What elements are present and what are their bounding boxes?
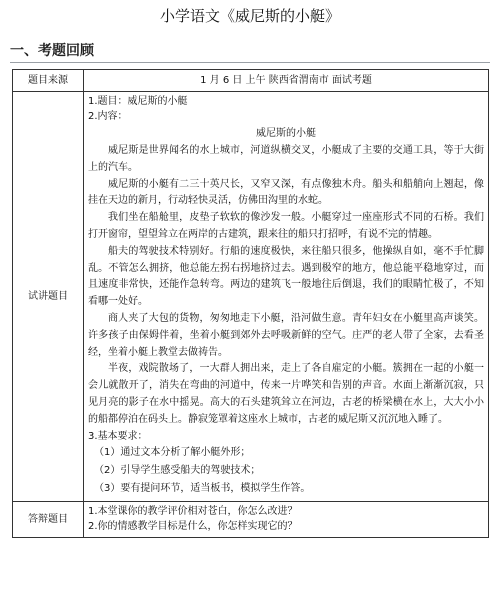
defense-question: 2.你的情感教学目标是什么，你怎样实现它的？ [88,520,298,532]
passage-paragraph: 我们坐在船舱里，皮垫子软软的像沙发一般。小艇穿过一座座形式不同的石桥。我们打开窗帘，望望耸立在两岸的古建筑，跟来往的船只打招呼，有说不完的情趣。 [88,212,484,240]
defense-content [84,501,489,537]
passage-paragraph: 船夫的驾驶技术特别好。行船的速度极快，来往船只很多，他操纵自如，毫不手忙脚乱。不管怎么拥挤，他总能左拐右拐地挤过去。遇到极窄的地方，他总能平稳地穿过，而且速度非常快，还能作急转弯。两边的建筑飞一般地往后倒退，我们的眼睛忙极了，不知看哪一处好。 [88,245,484,308]
lecture-content [84,92,489,502]
defense-row [13,501,489,537]
passage-title: 威尼斯的小艇 [256,128,316,139]
topic-line: 1.题目：威尼斯的小艇 [88,96,188,107]
lecture-label: 试讲题目 [13,92,84,502]
defense-label: 答辩题目 [13,501,84,537]
section-heading: 一、考题回顾 [10,43,94,59]
document-title: 小学语文《威尼斯的小艇》 [159,7,340,25]
source-row [13,70,489,92]
requirement-item: （1）通过文本分析了解小艇外形； [94,446,251,458]
passage-paragraph: 威尼斯是世界闻名的水上城市，河道纵横交叉，小艇成了主要的交通工具，等于大街上的汽车。 [88,145,484,173]
content-line: 2.内容： [88,111,128,122]
section-divider [10,62,490,63]
source-value: 1 月 6 日 上午 陕西省渭南市 面试考题 [84,70,489,92]
source-label: 题目来源 [13,70,84,92]
exam-table [12,69,489,538]
requirements-heading: 3.基本要求： [88,430,148,442]
requirement-item: （2）引导学生感受船夫的驾驶技术； [94,464,261,476]
requirement-item: （3）要有提问环节，适当板书，模拟学生作答。 [94,482,311,494]
passage-paragraph: 商人夹了大包的货物，匆匆地走下小艇，沿河做生意。青年妇女在小艇里高声谈笑。许多孩子由保姆伴着，坐着小艇到郊外去呼吸新鲜的空气。庄严的老人带了全家，去看圣经，坐着小艇上教堂去做祷告。 [88,312,484,358]
defense-question: 1.本堂课你的教学评价相对苍白，你怎么改进？ [88,505,298,517]
passage-paragraph: 威尼斯的小艇有二三十英尺长，又窄又深，有点像独木舟。船头和船艄向上翘起，像挂在天边的新月，行动轻快灵活，仿佛田沟里的水蛇。 [88,178,484,207]
lecture-row [13,92,489,502]
passage-paragraph: 半夜，戏院散场了，一大群人拥出来，走上了各自雇定的小艇。簇拥在一起的小艇一会儿就散开了，消失在弯曲的河道中，传来一片哗笑和告别的声音。水面上渐渐沉寂，只见月亮的影子在水中摇晃。高大的石头建筑耸立在河边，古老的桥梁横在水上，大大小小的船都停泊在码头上。静寂笼罩着这座水上城市，古老的威尼斯又沉沉地入睡了。 [88,363,484,425]
